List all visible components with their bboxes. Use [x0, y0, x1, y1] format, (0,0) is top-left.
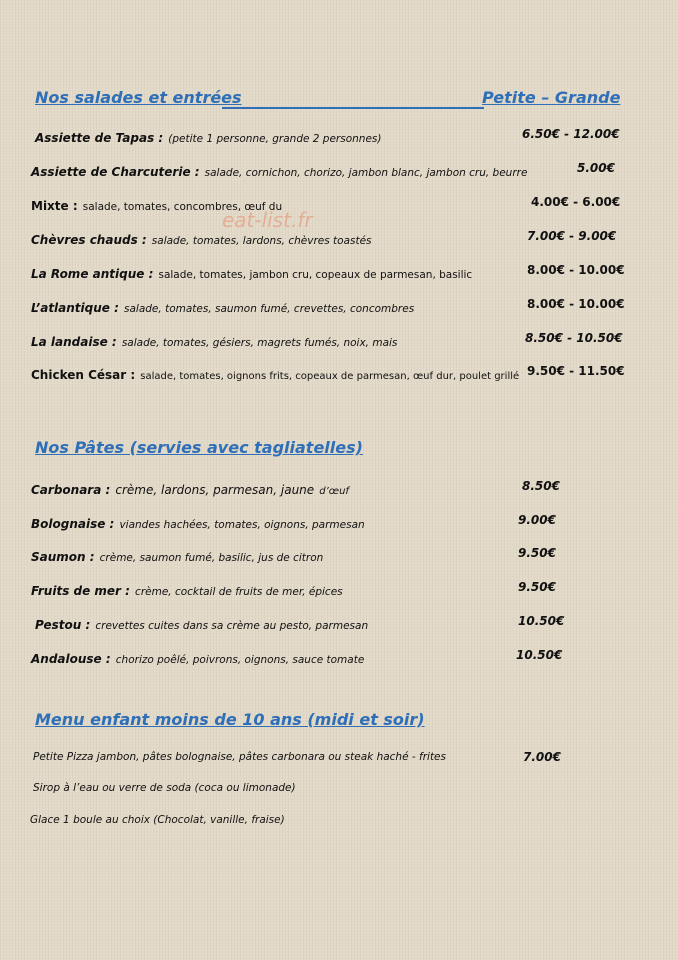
item-name: Assiette de Tapas : [35, 131, 164, 145]
item-description: salade, tomates, concombres, œuf du [82, 201, 283, 213]
menu-item [31, 546, 323, 565]
item-price: 8.50€ [522, 479, 560, 493]
item-description: salade, tomates, oignons frits, copeaux de parmesan, œuf dur, poulet grillé [140, 371, 520, 382]
item-name: Mixte : [31, 199, 78, 213]
item-description: viandes hachées, tomates, oignons, parmesan [119, 519, 365, 531]
item-description: crème, cocktail de fruits de mer, épices [135, 586, 343, 598]
section-title-enfant: Menu enfant moins de 10 ans (midi et soir) [35, 710, 425, 729]
kids-menu-price: 7.00€ [523, 750, 561, 764]
item-description: chorizo poêlé, poivrons, oignons, sauce tomate [115, 654, 365, 666]
item-price: 7.00€ - 9.00€ [527, 229, 617, 243]
item-price: 6.50€ - 12.00€ [522, 127, 620, 141]
item-price: 9.00€ [518, 513, 556, 527]
item-description: crevettes cuites dans sa crème au pesto, parmesan [95, 620, 369, 632]
watermark: eat-list.fr [222, 208, 313, 232]
item-name: Andalouse : [31, 652, 111, 666]
menu-item [35, 614, 368, 633]
item-price: 4.00€ - 6.00€ [531, 195, 621, 209]
item-name: Assiette de Charcuterie : [31, 165, 200, 179]
kids-menu-line: Glace 1 boule au choix (Chocolat, vanille, fraise) [30, 814, 285, 826]
item-name: Pestou : [35, 618, 91, 632]
item-price: 9.50€ - 11.50€ [527, 364, 625, 378]
item-description: salade, tomates, saumon fumé, crevettes, concombres [124, 303, 415, 315]
item-name: L’atlantique : [31, 301, 119, 315]
section-title-pates: Nos Pâtes (servies avec tagliatelles) [35, 438, 363, 457]
item-name: Chicken César : [31, 368, 136, 382]
item-price: 9.50€ [518, 580, 556, 594]
item-description: crème, lardons, parmesan, jaune [115, 483, 315, 497]
menu-item [31, 229, 372, 248]
menu-item [31, 331, 397, 350]
menu-item [31, 364, 519, 383]
menu-item [31, 648, 364, 667]
item-description: (petite 1 personne, grande 2 personnes) [168, 133, 382, 145]
item-name: Chèvres chauds : [31, 233, 147, 247]
menu-item [31, 297, 414, 316]
menu-item [31, 580, 343, 599]
item-description: salade, tomates, lardons, chèvres toastés [151, 235, 372, 247]
kids-menu-line: Sirop à l’eau ou verre de soda (coca ou limonade) [33, 782, 296, 794]
item-price: 8.50€ - 10.50€ [525, 331, 623, 345]
item-name: Fruits de mer : [31, 584, 130, 598]
item-description-suffix: d’œuf [319, 486, 349, 497]
section-title-salades: Nos salades et entrées [35, 88, 242, 107]
kids-menu-line: Petite Pizza jambon, pâtes bolognaise, pâtes carbonara ou steak haché - frites [33, 751, 446, 763]
menu-item [31, 479, 349, 498]
item-price: 8.00€ - 10.00€ [527, 297, 625, 311]
item-name: Bolognaise : [31, 517, 115, 531]
item-price: 10.50€ [516, 648, 563, 662]
menu-item [35, 127, 381, 146]
menu-item [31, 513, 365, 532]
item-description: salade, cornichon, chorizo, jambon blanc, jambon cru, beurre [204, 167, 528, 179]
item-price: 9.50€ [518, 546, 556, 560]
size-column-header: Petite – Grande [482, 88, 621, 107]
item-price: 8.00€ - 10.00€ [527, 263, 625, 277]
item-price: 10.50€ [518, 614, 565, 628]
title-underline [222, 107, 484, 109]
item-name: Saumon : [31, 550, 95, 564]
item-name: La landaise : [31, 335, 117, 349]
item-description: crème, saumon fumé, basilic, jus de citron [99, 552, 324, 564]
menu-item [31, 161, 527, 180]
item-name: La Rome antique : [31, 267, 154, 281]
menu-item [31, 263, 472, 282]
item-price: 5.00€ [577, 161, 615, 175]
item-description: salade, tomates, jambon cru, copeaux de parmesan, basilic [158, 269, 473, 281]
item-name: Carbonara : [31, 483, 111, 497]
item-description: salade, tomates, gésiers, magrets fumés, noix, mais [121, 337, 398, 349]
